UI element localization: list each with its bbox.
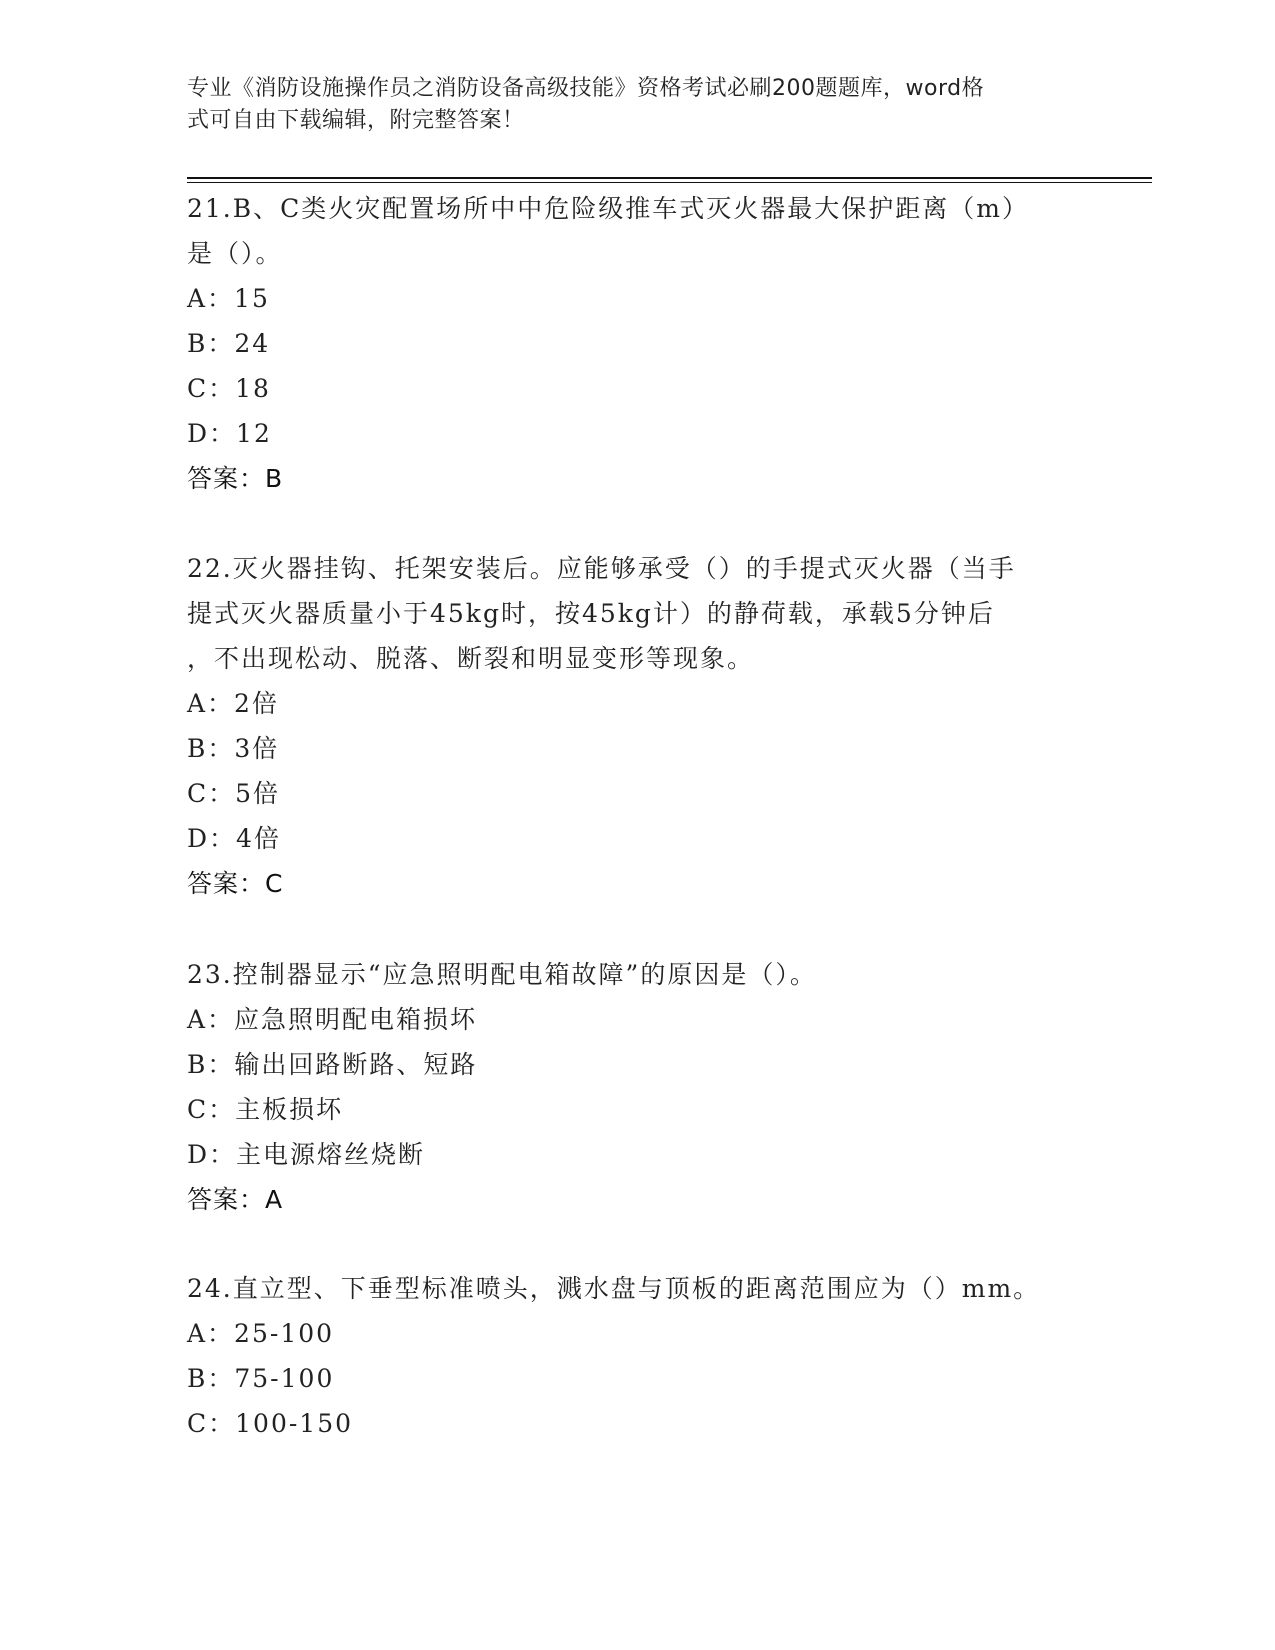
question-stem: 21.B、C类火灾配置场所中中危险级推车式灭火器最大保护距离（m） bbox=[187, 194, 1029, 223]
question-stem: 是（）。 bbox=[187, 239, 283, 268]
option-a: A：15 bbox=[187, 284, 270, 313]
question-22 bbox=[187, 546, 1087, 906]
question-21 bbox=[187, 186, 1087, 501]
option-c: C：主板损坏 bbox=[187, 1095, 344, 1124]
option-d: D：4倍 bbox=[187, 824, 281, 853]
answer: 答案：C bbox=[187, 869, 284, 898]
option-c: C：18 bbox=[187, 374, 271, 403]
option-b: B：3倍 bbox=[187, 734, 280, 763]
option-a: A：25-100 bbox=[187, 1319, 335, 1348]
option-a: A：应急照明配电箱损坏 bbox=[187, 1005, 478, 1034]
question-24 bbox=[187, 1266, 1087, 1446]
question-stem: 24.直立型、下垂型标准喷头，溅水盘与顶板的距离范围应为（）mm。 bbox=[187, 1274, 1041, 1303]
question-stem: 提式灭火器质量小于45kg时，按45kg计）的静荷载，承载5分钟后 bbox=[187, 599, 995, 628]
question-stem: ，不出现松动、脱落、断裂和明显变形等现象。 bbox=[187, 644, 755, 673]
option-b: B：输出回路断路、短路 bbox=[187, 1050, 478, 1079]
header-divider-thick bbox=[187, 177, 1152, 179]
header-divider-thin bbox=[187, 182, 1152, 183]
option-c: C：5倍 bbox=[187, 779, 281, 808]
option-c: C：100-150 bbox=[187, 1409, 354, 1438]
option-b: B：75-100 bbox=[187, 1364, 335, 1393]
option-d: D：12 bbox=[187, 419, 272, 448]
option-a: A：2倍 bbox=[187, 689, 279, 718]
answer: 答案：B bbox=[187, 464, 284, 493]
answer: 答案：A bbox=[187, 1185, 284, 1214]
question-stem: 23.控制器显示“应急照明配电箱故障”的原因是（）。 bbox=[187, 960, 817, 989]
question-23 bbox=[187, 952, 1087, 1222]
document-header bbox=[187, 73, 1067, 137]
header-line-1: 专业《消防设施操作员之消防设备高级技能》资格考试必刷200题题库，word格 bbox=[187, 76, 985, 101]
option-d: D：主电源熔丝烧断 bbox=[187, 1140, 426, 1169]
question-stem: 22.灭火器挂钩、托架安装后。应能够承受（）的手提式灭火器（当手 bbox=[187, 554, 1016, 583]
option-b: B：24 bbox=[187, 329, 271, 358]
header-line-2: 式可自由下载编辑，附完整答案！ bbox=[187, 108, 525, 133]
